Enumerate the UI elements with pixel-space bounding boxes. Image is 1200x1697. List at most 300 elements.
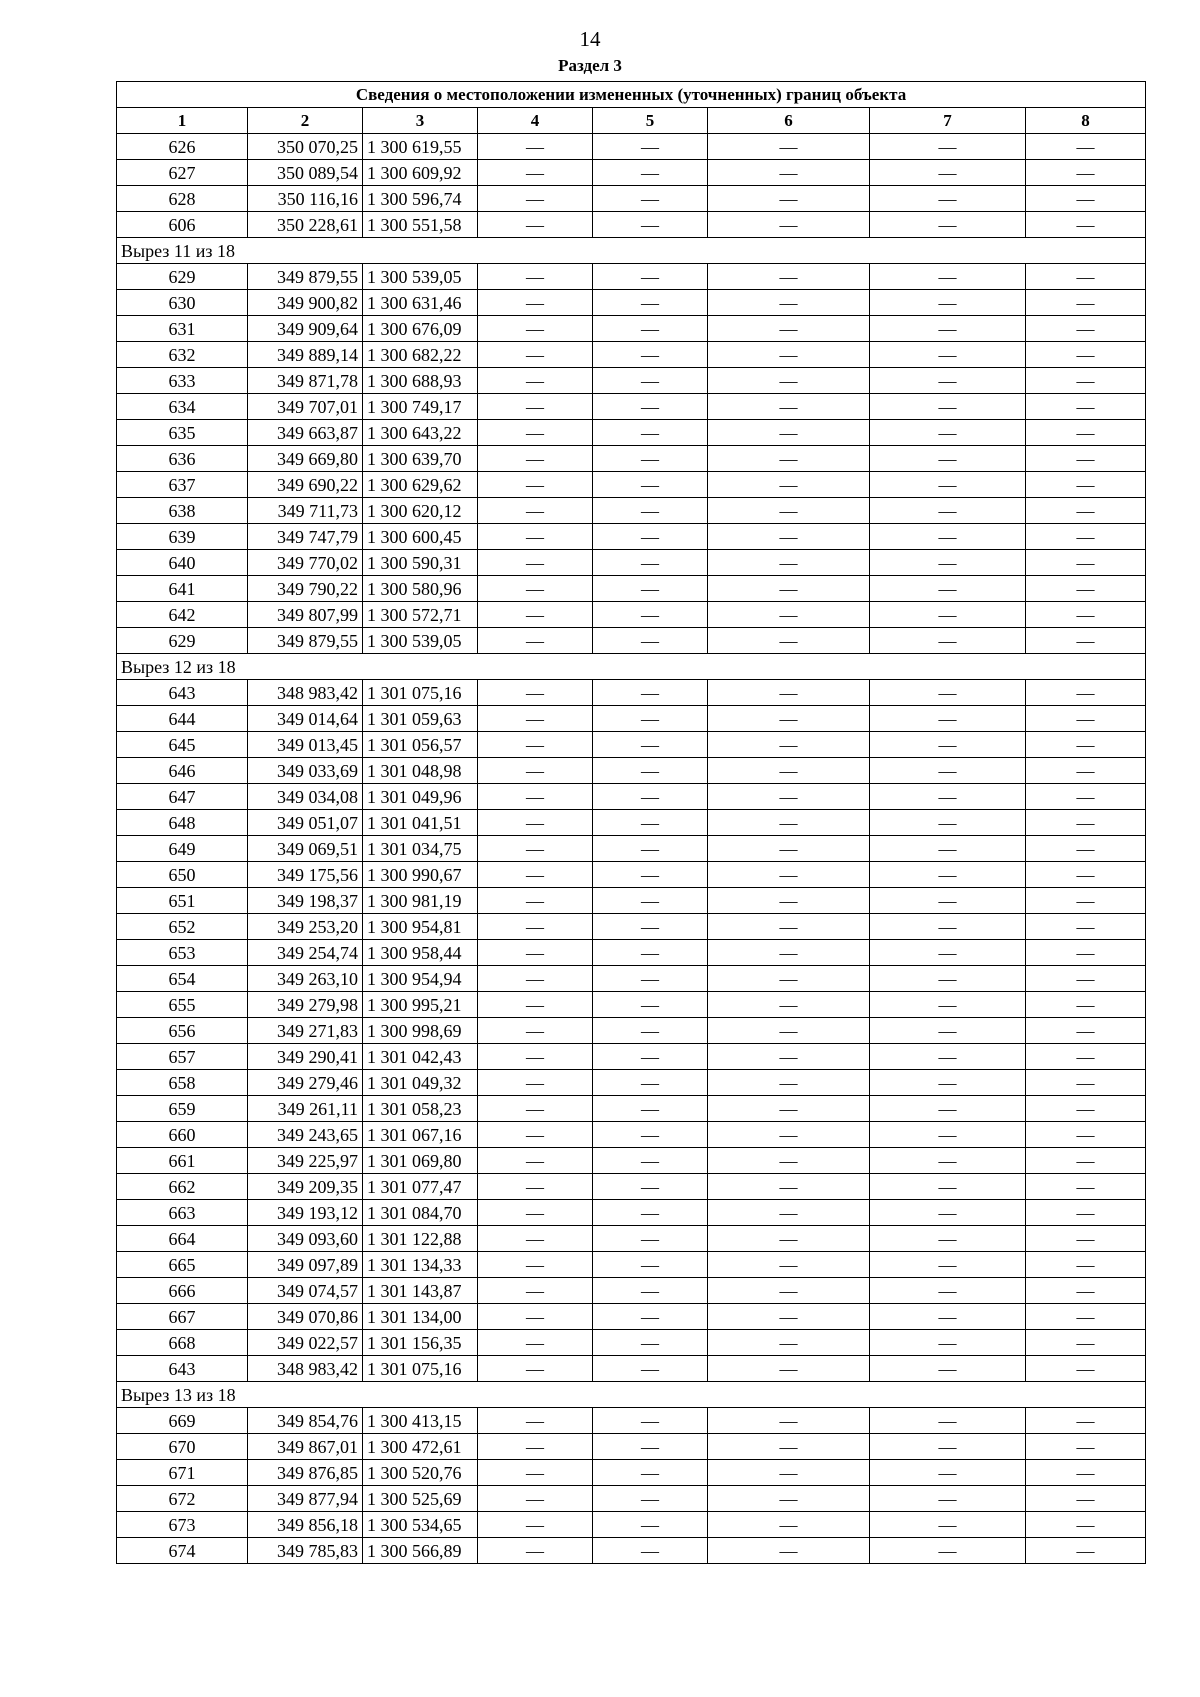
point-number: 667 [117, 1304, 248, 1330]
empty-value-col-6: — [708, 1460, 870, 1486]
empty-value-col-4: — [478, 264, 593, 290]
coordinate-x: 349 093,60 [248, 1226, 363, 1252]
empty-value-col-8: — [1026, 940, 1146, 966]
point-number: 662 [117, 1174, 248, 1200]
empty-value-col-5: — [593, 1148, 708, 1174]
coordinate-x: 349 900,82 [248, 290, 363, 316]
point-number: 654 [117, 966, 248, 992]
empty-value-col-5: — [593, 1512, 708, 1538]
point-number: 652 [117, 914, 248, 940]
empty-value-col-4: — [478, 1174, 593, 1200]
table-row [117, 1018, 1146, 1044]
table-row [117, 134, 1146, 160]
empty-value-col-8: — [1026, 810, 1146, 836]
empty-value-col-6: — [708, 1148, 870, 1174]
empty-value-col-7: — [870, 1122, 1026, 1148]
empty-value-col-6: — [708, 160, 870, 186]
coordinate-y: 1 300 954,94 [363, 966, 478, 992]
table-row [117, 498, 1146, 524]
empty-value-col-8: — [1026, 992, 1146, 1018]
empty-value-col-8: — [1026, 342, 1146, 368]
table-row [117, 212, 1146, 238]
empty-value-col-7: — [870, 420, 1026, 446]
table-row [117, 1044, 1146, 1070]
coordinate-x: 349 074,57 [248, 1278, 363, 1304]
empty-value-col-8: — [1026, 186, 1146, 212]
empty-value-col-8: — [1026, 290, 1146, 316]
point-number: 638 [117, 498, 248, 524]
empty-value-col-4: — [478, 914, 593, 940]
table-row [117, 784, 1146, 810]
empty-value-col-5: — [593, 1252, 708, 1278]
empty-value-col-4: — [478, 706, 593, 732]
empty-value-col-6: — [708, 1252, 870, 1278]
empty-value-col-4: — [478, 1512, 593, 1538]
empty-value-col-6: — [708, 550, 870, 576]
empty-value-col-7: — [870, 940, 1026, 966]
point-number: 630 [117, 290, 248, 316]
empty-value-col-5: — [593, 966, 708, 992]
empty-value-col-8: — [1026, 1408, 1146, 1434]
empty-value-col-7: — [870, 1486, 1026, 1512]
empty-value-col-6: — [708, 1356, 870, 1382]
coordinate-x: 350 116,16 [248, 186, 363, 212]
empty-value-col-6: — [708, 1434, 870, 1460]
table-row [117, 446, 1146, 472]
coordinate-x: 349 871,78 [248, 368, 363, 394]
table-row [117, 550, 1146, 576]
table-row [117, 342, 1146, 368]
empty-value-col-6: — [708, 368, 870, 394]
empty-value-col-4: — [478, 1330, 593, 1356]
table-row [117, 160, 1146, 186]
empty-value-col-4: — [478, 524, 593, 550]
empty-value-col-5: — [593, 160, 708, 186]
empty-value-col-5: — [593, 836, 708, 862]
coordinate-x: 349 209,35 [248, 1174, 363, 1200]
empty-value-col-6: — [708, 1200, 870, 1226]
table-row [117, 732, 1146, 758]
coordinate-y: 1 300 676,09 [363, 316, 478, 342]
empty-value-col-5: — [593, 1122, 708, 1148]
empty-value-col-6: — [708, 576, 870, 602]
empty-value-col-5: — [593, 914, 708, 940]
empty-value-col-7: — [870, 1018, 1026, 1044]
empty-value-col-7: — [870, 1460, 1026, 1486]
empty-value-col-5: — [593, 784, 708, 810]
empty-value-col-6: — [708, 862, 870, 888]
empty-value-col-5: — [593, 1538, 708, 1564]
empty-value-col-4: — [478, 680, 593, 706]
empty-value-col-8: — [1026, 472, 1146, 498]
empty-value-col-4: — [478, 1460, 593, 1486]
empty-value-col-7: — [870, 862, 1026, 888]
coordinate-x: 349 198,37 [248, 888, 363, 914]
table-row [117, 290, 1146, 316]
empty-value-col-6: — [708, 706, 870, 732]
empty-value-col-5: — [593, 342, 708, 368]
coordinate-x: 349 889,14 [248, 342, 363, 368]
empty-value-col-6: — [708, 1174, 870, 1200]
empty-value-col-5: — [593, 1174, 708, 1200]
column-number-8: 8 [1026, 108, 1146, 134]
empty-value-col-8: — [1026, 134, 1146, 160]
point-number: 656 [117, 1018, 248, 1044]
empty-value-col-7: — [870, 1252, 1026, 1278]
empty-value-col-5: — [593, 888, 708, 914]
empty-value-col-8: — [1026, 732, 1146, 758]
empty-value-col-5: — [593, 134, 708, 160]
empty-value-col-6: — [708, 1070, 870, 1096]
empty-value-col-4: — [478, 1304, 593, 1330]
empty-value-col-7: — [870, 888, 1026, 914]
point-number: 633 [117, 368, 248, 394]
empty-value-col-7: — [870, 342, 1026, 368]
point-number: 643 [117, 680, 248, 706]
coordinate-y: 1 300 539,05 [363, 264, 478, 290]
empty-value-col-4: — [478, 576, 593, 602]
empty-value-col-7: — [870, 186, 1026, 212]
coordinates-table [116, 81, 1146, 1564]
empty-value-col-8: — [1026, 914, 1146, 940]
empty-value-col-5: — [593, 940, 708, 966]
coordinate-x: 349 279,98 [248, 992, 363, 1018]
coordinate-x: 349 876,85 [248, 1460, 363, 1486]
coordinate-y: 1 300 619,55 [363, 134, 478, 160]
table-body [117, 134, 1146, 1564]
empty-value-col-5: — [593, 680, 708, 706]
coordinate-y: 1 301 049,96 [363, 784, 478, 810]
empty-value-col-6: — [708, 1330, 870, 1356]
table-row [117, 472, 1146, 498]
empty-value-col-8: — [1026, 394, 1146, 420]
empty-value-col-4: — [478, 628, 593, 654]
coordinate-y: 1 301 058,23 [363, 1096, 478, 1122]
empty-value-col-6: — [708, 758, 870, 784]
empty-value-col-5: — [593, 1070, 708, 1096]
point-number: 655 [117, 992, 248, 1018]
table-row [117, 888, 1146, 914]
coordinate-x: 349 290,41 [248, 1044, 363, 1070]
point-number: 634 [117, 394, 248, 420]
coordinate-y: 1 301 056,57 [363, 732, 478, 758]
coordinate-y: 1 300 413,15 [363, 1408, 478, 1434]
point-number: 645 [117, 732, 248, 758]
coordinate-y: 1 300 688,93 [363, 368, 478, 394]
empty-value-col-7: — [870, 1174, 1026, 1200]
coordinate-x: 349 790,22 [248, 576, 363, 602]
table-row [117, 1434, 1146, 1460]
coordinate-x: 350 070,25 [248, 134, 363, 160]
empty-value-col-8: — [1026, 1044, 1146, 1070]
empty-value-col-5: — [593, 212, 708, 238]
empty-value-col-8: — [1026, 160, 1146, 186]
empty-value-col-6: — [708, 680, 870, 706]
empty-value-col-6: — [708, 836, 870, 862]
empty-value-col-8: — [1026, 1330, 1146, 1356]
empty-value-col-4: — [478, 134, 593, 160]
empty-value-col-4: — [478, 1486, 593, 1512]
empty-value-col-6: — [708, 290, 870, 316]
coordinate-x: 349 807,99 [248, 602, 363, 628]
point-number: 648 [117, 810, 248, 836]
empty-value-col-6: — [708, 1226, 870, 1252]
empty-value-col-8: — [1026, 836, 1146, 862]
coordinate-y: 1 301 041,51 [363, 810, 478, 836]
empty-value-col-4: — [478, 1252, 593, 1278]
empty-value-col-5: — [593, 732, 708, 758]
empty-value-col-7: — [870, 1278, 1026, 1304]
empty-value-col-4: — [478, 1408, 593, 1434]
point-number: 653 [117, 940, 248, 966]
empty-value-col-7: — [870, 1070, 1026, 1096]
coordinate-y: 1 301 134,33 [363, 1252, 478, 1278]
empty-value-col-6: — [708, 1408, 870, 1434]
empty-value-col-7: — [870, 316, 1026, 342]
table-row [117, 1356, 1146, 1382]
empty-value-col-8: — [1026, 446, 1146, 472]
coordinate-x: 348 983,42 [248, 1356, 363, 1382]
coordinate-x: 349 867,01 [248, 1434, 363, 1460]
empty-value-col-8: — [1026, 1200, 1146, 1226]
empty-value-col-7: — [870, 1330, 1026, 1356]
table-row [117, 628, 1146, 654]
coordinate-y: 1 301 034,75 [363, 836, 478, 862]
empty-value-col-4: — [478, 472, 593, 498]
point-number: 626 [117, 134, 248, 160]
empty-value-col-4: — [478, 212, 593, 238]
table-row [117, 1486, 1146, 1512]
empty-value-col-6: — [708, 1304, 870, 1330]
empty-value-col-7: — [870, 1538, 1026, 1564]
empty-value-col-4: — [478, 862, 593, 888]
empty-value-col-5: — [593, 992, 708, 1018]
empty-value-col-7: — [870, 914, 1026, 940]
empty-value-col-4: — [478, 1538, 593, 1564]
table-row [117, 836, 1146, 862]
empty-value-col-7: — [870, 628, 1026, 654]
table-row [117, 1460, 1146, 1486]
empty-value-col-5: — [593, 1486, 708, 1512]
point-number: 669 [117, 1408, 248, 1434]
empty-value-col-6: — [708, 316, 870, 342]
empty-value-col-8: — [1026, 1018, 1146, 1044]
point-number: 635 [117, 420, 248, 446]
empty-value-col-8: — [1026, 368, 1146, 394]
empty-value-col-4: — [478, 1278, 593, 1304]
coordinate-x: 349 785,83 [248, 1538, 363, 1564]
empty-value-col-4: — [478, 966, 593, 992]
coordinate-x: 349 261,11 [248, 1096, 363, 1122]
empty-value-col-6: — [708, 342, 870, 368]
empty-value-col-4: — [478, 602, 593, 628]
empty-value-col-7: — [870, 706, 1026, 732]
empty-value-col-8: — [1026, 1174, 1146, 1200]
empty-value-col-5: — [593, 576, 708, 602]
coordinate-y: 1 301 067,16 [363, 1122, 478, 1148]
empty-value-col-5: — [593, 316, 708, 342]
empty-value-col-6: — [708, 498, 870, 524]
empty-value-col-7: — [870, 680, 1026, 706]
empty-value-col-6: — [708, 264, 870, 290]
empty-value-col-4: — [478, 1018, 593, 1044]
empty-value-col-8: — [1026, 316, 1146, 342]
table-row [117, 1512, 1146, 1538]
empty-value-col-8: — [1026, 1304, 1146, 1330]
empty-value-col-6: — [708, 888, 870, 914]
point-number: 646 [117, 758, 248, 784]
point-number: 664 [117, 1226, 248, 1252]
coordinate-x: 349 070,86 [248, 1304, 363, 1330]
empty-value-col-5: — [593, 1460, 708, 1486]
coordinate-y: 1 300 551,58 [363, 212, 478, 238]
point-number: 606 [117, 212, 248, 238]
empty-value-col-4: — [478, 498, 593, 524]
point-number: 674 [117, 1538, 248, 1564]
empty-value-col-7: — [870, 498, 1026, 524]
group-label: Вырез 12 из 18 [117, 654, 1146, 680]
empty-value-col-4: — [478, 368, 593, 394]
empty-value-col-5: — [593, 1356, 708, 1382]
empty-value-col-8: — [1026, 1148, 1146, 1174]
empty-value-col-8: — [1026, 1460, 1146, 1486]
empty-value-col-7: — [870, 160, 1026, 186]
column-number-4: 4 [478, 108, 593, 134]
coordinate-x: 349 879,55 [248, 264, 363, 290]
empty-value-col-6: — [708, 914, 870, 940]
empty-value-col-5: — [593, 524, 708, 550]
empty-value-col-8: — [1026, 784, 1146, 810]
point-number: 672 [117, 1486, 248, 1512]
empty-value-col-6: — [708, 602, 870, 628]
empty-value-col-5: — [593, 394, 708, 420]
empty-value-col-6: — [708, 1018, 870, 1044]
empty-value-col-5: — [593, 1408, 708, 1434]
column-number-6: 6 [708, 108, 870, 134]
empty-value-col-4: — [478, 394, 593, 420]
empty-value-col-4: — [478, 888, 593, 914]
empty-value-col-4: — [478, 1200, 593, 1226]
coordinate-y: 1 300 580,96 [363, 576, 478, 602]
empty-value-col-7: — [870, 1148, 1026, 1174]
table-row [117, 758, 1146, 784]
point-number: 659 [117, 1096, 248, 1122]
empty-value-col-5: — [593, 706, 708, 732]
empty-value-col-5: — [593, 264, 708, 290]
column-number-2: 2 [248, 108, 363, 134]
empty-value-col-5: — [593, 1434, 708, 1460]
coordinate-y: 1 300 998,69 [363, 1018, 478, 1044]
coordinate-x: 349 663,87 [248, 420, 363, 446]
empty-value-col-7: — [870, 758, 1026, 784]
empty-value-col-7: — [870, 1512, 1026, 1538]
group-label: Вырез 13 из 18 [117, 1382, 1146, 1408]
point-number: 666 [117, 1278, 248, 1304]
empty-value-col-6: — [708, 810, 870, 836]
empty-value-col-8: — [1026, 524, 1146, 550]
empty-value-col-7: — [870, 1304, 1026, 1330]
empty-value-col-7: — [870, 810, 1026, 836]
point-number: 658 [117, 1070, 248, 1096]
point-number: 636 [117, 446, 248, 472]
coordinate-y: 1 301 069,80 [363, 1148, 478, 1174]
point-number: 629 [117, 264, 248, 290]
coordinate-y: 1 301 134,00 [363, 1304, 478, 1330]
empty-value-col-7: — [870, 732, 1026, 758]
coordinate-x: 349 014,64 [248, 706, 363, 732]
point-number: 647 [117, 784, 248, 810]
empty-value-col-5: — [593, 1200, 708, 1226]
empty-value-col-8: — [1026, 576, 1146, 602]
column-number-1: 1 [117, 108, 248, 134]
empty-value-col-8: — [1026, 1434, 1146, 1460]
coordinate-y: 1 300 534,65 [363, 1512, 478, 1538]
coordinate-x: 349 253,20 [248, 914, 363, 940]
point-number: 644 [117, 706, 248, 732]
coordinate-y: 1 300 525,69 [363, 1486, 478, 1512]
coordinate-x: 350 228,61 [248, 212, 363, 238]
empty-value-col-7: — [870, 134, 1026, 160]
empty-value-col-6: — [708, 1512, 870, 1538]
coordinate-x: 348 983,42 [248, 680, 363, 706]
point-number: 650 [117, 862, 248, 888]
empty-value-col-7: — [870, 368, 1026, 394]
empty-value-col-5: — [593, 810, 708, 836]
empty-value-col-7: — [870, 836, 1026, 862]
coordinate-x: 349 854,76 [248, 1408, 363, 1434]
table-row [117, 862, 1146, 888]
empty-value-col-8: — [1026, 212, 1146, 238]
empty-value-col-5: — [593, 628, 708, 654]
coordinate-y: 1 300 639,70 [363, 446, 478, 472]
empty-value-col-4: — [478, 992, 593, 1018]
table-row [117, 264, 1146, 290]
empty-value-col-5: — [593, 1018, 708, 1044]
point-number: 642 [117, 602, 248, 628]
coordinate-x: 349 034,08 [248, 784, 363, 810]
empty-value-col-6: — [708, 446, 870, 472]
coordinate-y: 1 301 122,88 [363, 1226, 478, 1252]
empty-value-col-7: — [870, 212, 1026, 238]
empty-value-col-8: — [1026, 628, 1146, 654]
empty-value-col-6: — [708, 394, 870, 420]
group-row [117, 654, 1146, 680]
column-number-5: 5 [593, 108, 708, 134]
point-number: 637 [117, 472, 248, 498]
table-row [117, 1252, 1146, 1278]
table-row [117, 420, 1146, 446]
point-number: 651 [117, 888, 248, 914]
empty-value-col-6: — [708, 472, 870, 498]
coordinate-y: 1 300 520,76 [363, 1460, 478, 1486]
empty-value-col-4: — [478, 784, 593, 810]
column-number-row [117, 108, 1146, 134]
empty-value-col-7: — [870, 472, 1026, 498]
empty-value-col-6: — [708, 784, 870, 810]
coordinate-y: 1 300 596,74 [363, 186, 478, 212]
coordinate-y: 1 300 981,19 [363, 888, 478, 914]
coordinate-x: 349 856,18 [248, 1512, 363, 1538]
empty-value-col-8: — [1026, 758, 1146, 784]
table-row [117, 1096, 1146, 1122]
empty-value-col-8: — [1026, 1252, 1146, 1278]
coordinate-x: 349 033,69 [248, 758, 363, 784]
coordinate-x: 349 193,12 [248, 1200, 363, 1226]
coordinate-y: 1 300 643,22 [363, 420, 478, 446]
empty-value-col-8: — [1026, 498, 1146, 524]
coordinate-x: 349 069,51 [248, 836, 363, 862]
empty-value-col-8: — [1026, 1096, 1146, 1122]
